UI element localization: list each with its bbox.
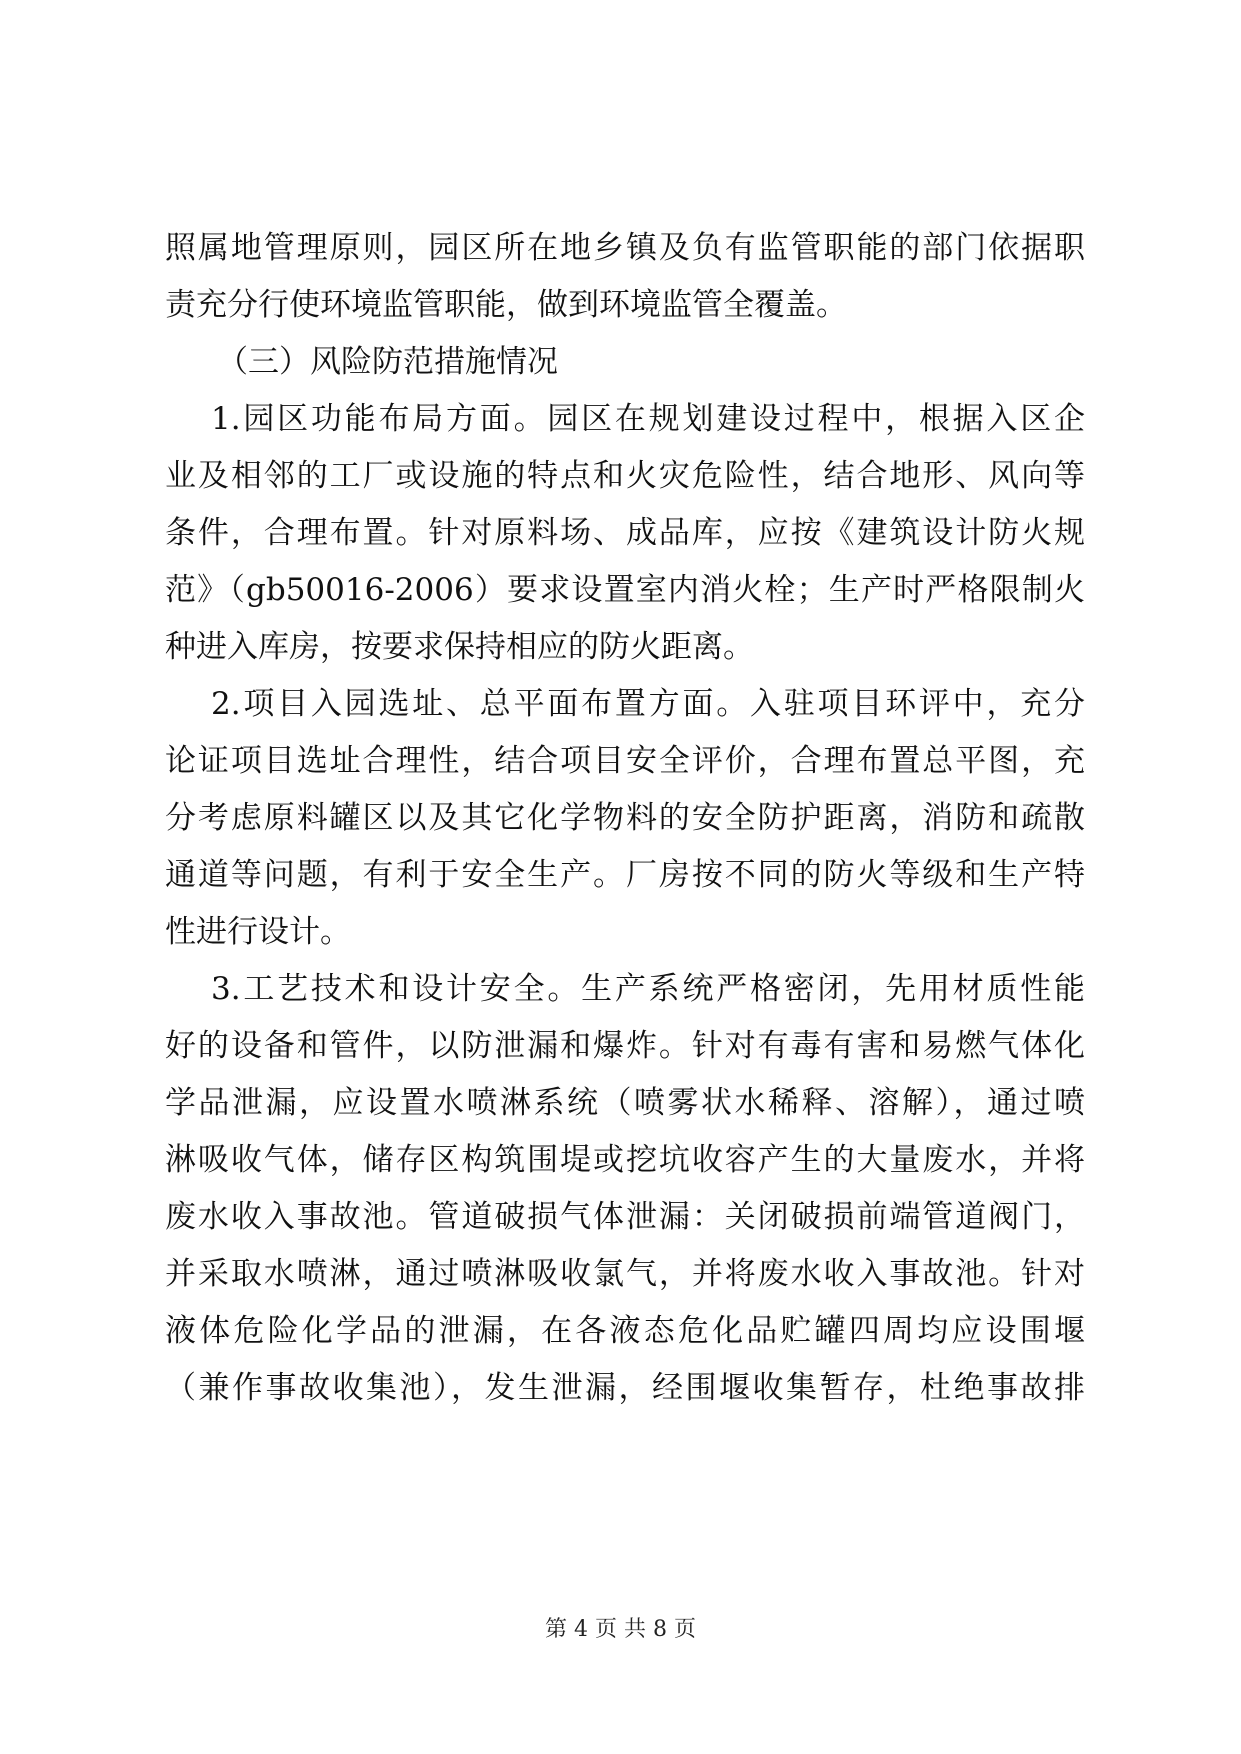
body-line-19: 并采取水喷淋，通过喷淋吸收氯气，并将废水收入事故池。针对 bbox=[165, 1256, 1085, 1292]
body-line-5: 业及相邻的工厂或设施的特点和火灾危险性，结合地形、风向等 bbox=[165, 458, 1085, 494]
body-line-20: 液体危险化学品的泄漏，在各液态危化品贮罐四周均应设围堰 bbox=[165, 1313, 1085, 1349]
page-number-footer: 第 4 页 共 8 页 bbox=[545, 1617, 696, 1642]
body-line-12: 通道等问题，有利于安全生产。厂房按不同的防火等级和生产特 bbox=[165, 857, 1085, 893]
body-line-16: 学品泄漏，应设置水喷淋系统（喷雾状水稀释、溶解），通过喷 bbox=[165, 1085, 1085, 1121]
body-line-7: 范》（gb50016-2006）要求设置室内消火栓；生产时严格限制火 bbox=[165, 572, 1085, 608]
body-line-9: 2.项目入园选址、总平面布置方面。入驻项目环评中，充分 bbox=[211, 686, 1085, 722]
body-line-21: （兼作事故收集池），发生泄漏，经围堰收集暂存，杜绝事故排 bbox=[165, 1370, 1085, 1406]
section-heading-3: （三）风险防范措施情况 bbox=[217, 344, 558, 380]
body-line-15: 好的设备和管件，以防泄漏和爆炸。针对有毒有害和易燃气体化 bbox=[165, 1028, 1085, 1064]
body-line-10: 论证项目选址合理性，结合项目安全评价，合理布置总平图，充 bbox=[165, 743, 1085, 779]
body-line-18: 废水收入事故池。管道破损气体泄漏：关闭破损前端管道阀门， bbox=[165, 1199, 1085, 1235]
body-line-17: 淋吸收气体，储存区构筑围堤或挖坑收容产生的大量废水，并将 bbox=[165, 1142, 1085, 1178]
body-line-1: 照属地管理原则，园区所在地乡镇及负有监管职能的部门依据职 bbox=[165, 230, 1085, 266]
body-line-2: 责充分行使环境监管职能，做到环境监管全覆盖。 bbox=[165, 287, 847, 323]
body-line-11: 分考虑原料罐区以及其它化学物料的安全防护距离，消防和疏散 bbox=[165, 800, 1085, 836]
body-line-4: 1.园区功能布局方面。园区在规划建设过程中，根据入区企 bbox=[211, 401, 1085, 437]
body-line-6: 条件，合理布置。针对原料场、成品库，应按《建筑设计防火规 bbox=[165, 515, 1085, 551]
body-line-14: 3.工艺技术和设计安全。生产系统严格密闭，先用材质性能 bbox=[211, 971, 1085, 1007]
body-line-13: 性进行设计。 bbox=[165, 914, 351, 950]
body-line-8: 种进入库房，按要求保持相应的防火距离。 bbox=[165, 629, 754, 665]
